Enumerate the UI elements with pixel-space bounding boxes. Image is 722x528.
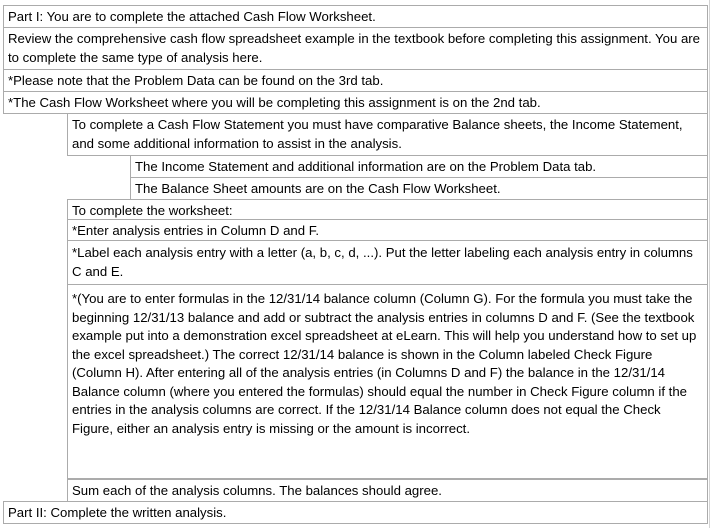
enter-entries-step: *Enter analysis entries in Column D and F. [72, 223, 320, 238]
income-statement-location-cell[interactable] [130, 155, 708, 178]
review-instruction: Review the comprehensive cash flow spreadsheet example in the textbook before completing this assignment. You are to complete the same type of analysis here. [8, 31, 701, 65]
label-entries-step-cell[interactable] [67, 240, 708, 285]
balance-sheet-location: The Balance Sheet amounts are on the Cash Flow Worksheet. [135, 181, 501, 196]
sum-columns-step: Sum each of the analysis columns. The balances should agree. [72, 483, 442, 498]
part1-heading-cell[interactable] [3, 5, 708, 28]
column-gridline [709, 0, 710, 528]
problem-data-note: *Please note that the Problem Data can be found on the 3rd tab. [8, 73, 384, 88]
enter-entries-step-cell[interactable] [67, 219, 708, 242]
worksheet-location-note: *The Cash Flow Worksheet where you will be completing this assignment is on the 2nd tab. [8, 95, 541, 110]
formulas-step: *(You are to enter formulas in the 12/31/14 balance column (Column G). For the formula you must take the beginning 12/31/13 balance and add or subtract the analysis entries in columns D and F. (See the textbook example put into a demonstration excel spreadsheet at eLearn. This will help you understand how to set up the excel spreadsheet.) The correct 12/31/14 balance is shown in the Column labeled Check Figure (Column H). After entering all of the analysis entries (in Columns D and F) the balance in the 12/31/14 Balance column (where you entered the formulas) should equal the number in Check Figure column if the entries in the analysis columns are correct. If the 12/31/14 Balance column does not equal the Check Figure, either an analysis entry is missing or the amount is incorrect. [72, 291, 697, 436]
label-entries-step: *Label each analysis entry with a letter (a, b, c, d, ...). Put the letter labeling each analysis entry in columns C and E. [72, 245, 693, 279]
part1-heading: Part I: You are to complete the attached Cash Flow Worksheet. [8, 9, 376, 24]
worksheet-location-note-cell[interactable] [3, 91, 708, 114]
part2-heading: Part II: Complete the written analysis. [8, 505, 227, 520]
formulas-step-cell[interactable] [67, 284, 708, 479]
complete-worksheet-heading: To complete the worksheet: [72, 203, 233, 218]
problem-data-note-cell[interactable] [3, 69, 708, 92]
balance-sheet-location-cell[interactable] [130, 177, 708, 200]
sum-columns-step-cell[interactable] [67, 479, 708, 502]
statement-requirements-cell[interactable] [67, 113, 708, 156]
review-instruction-cell[interactable] [3, 27, 708, 70]
income-statement-location: The Income Statement and additional information are on the Problem Data tab. [135, 159, 597, 174]
statement-requirements: To complete a Cash Flow Statement you must have comparative Balance sheets, the Income Statement, and some additional information to assist in the analysis. [72, 117, 683, 151]
part2-heading-cell[interactable] [3, 501, 708, 524]
